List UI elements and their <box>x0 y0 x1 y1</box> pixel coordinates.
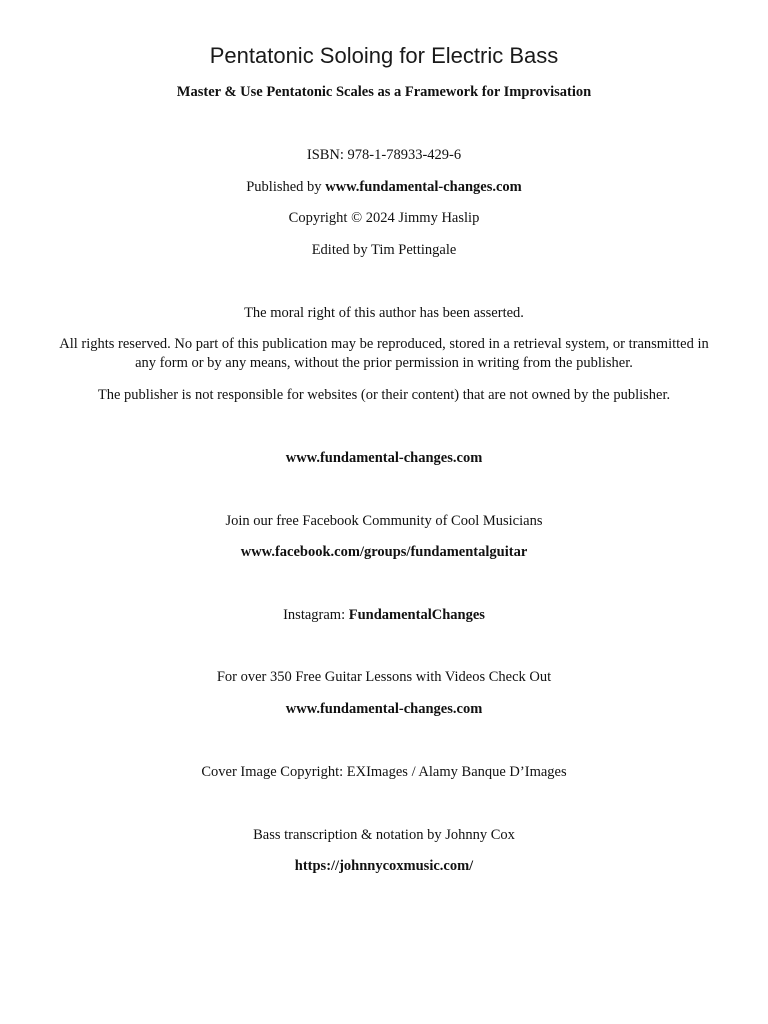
site-link-1-text[interactable]: www.fundamental-changes.com <box>285 450 483 466</box>
site-link-1[interactable] <box>0 449 768 468</box>
book-title: Pentatonic Soloing for Electric Bass <box>209 43 559 68</box>
instagram-prefix: Instagram: <box>283 607 349 623</box>
facebook-text: Join our free Facebook Community of Cool Musicians <box>225 513 543 529</box>
published-by <box>0 178 768 197</box>
rights-reserved: All rights reserved. No part of this publication may be reproduced, stored in a retrieval system, or transmitted in any form or by any means, without the prior permission in writing from the publisher. <box>59 336 709 371</box>
disclaimer: The publisher is not responsible for websites (or their content) that are not owned by the publisher. <box>97 387 671 403</box>
transcription-link[interactable] <box>0 857 768 876</box>
transcription-link-text[interactable]: https://johnnycoxmusic.com/ <box>294 858 474 874</box>
site-link-2-text[interactable]: www.fundamental-changes.com <box>285 701 483 717</box>
facebook-link-text[interactable]: www.facebook.com/groups/fundamentalguitar <box>240 544 528 560</box>
cover-image-credit: Cover Image Copyright: EXImages / Alamy Banque D’Images <box>201 764 567 780</box>
transcription-credit: Bass transcription & notation by Johnny Cox <box>253 827 515 843</box>
facebook-link[interactable] <box>0 543 768 562</box>
edited-by: Edited by Tim Pettingale <box>311 242 457 258</box>
instagram-handle[interactable]: FundamentalChanges <box>348 607 485 623</box>
copyright-line: Copyright © 2024 Jimmy Haslip <box>288 210 480 226</box>
moral-right: The moral right of this author has been asserted. <box>244 305 524 321</box>
instagram-line <box>0 606 768 625</box>
site-link-2[interactable] <box>0 700 768 719</box>
publisher-link[interactable]: www.fundamental-changes.com <box>325 179 522 195</box>
lessons-text: For over 350 Free Guitar Lessons with Videos Check Out <box>216 669 552 685</box>
published-prefix: Published by <box>246 179 326 195</box>
book-subtitle: Master & Use Pentatonic Scales as a Framework for Improvisation <box>176 84 592 100</box>
isbn: ISBN: 978-1-78933-429-6 <box>306 147 462 163</box>
